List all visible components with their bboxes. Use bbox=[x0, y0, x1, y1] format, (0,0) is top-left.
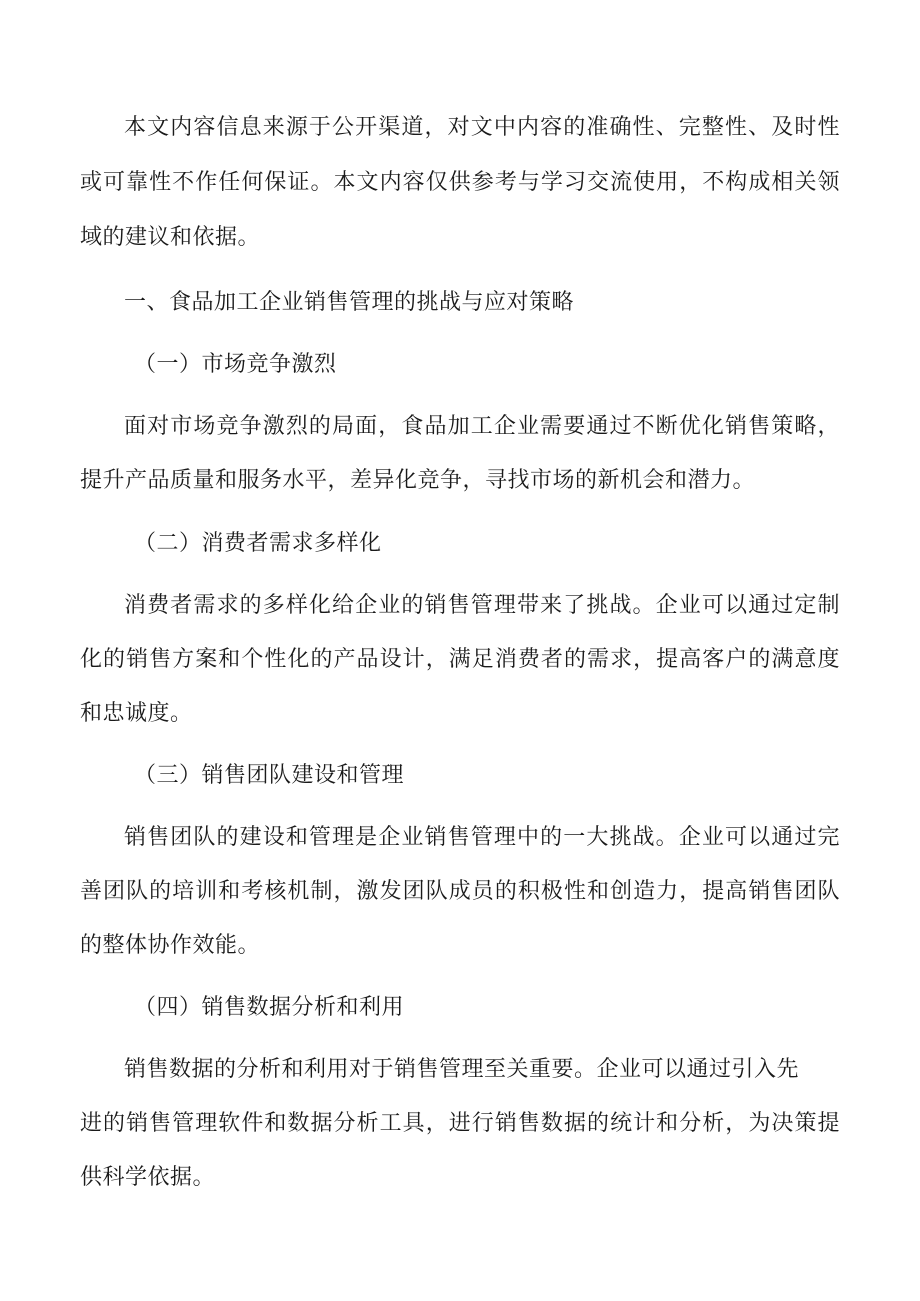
subsection-heading: （四）销售数据分析和利用 bbox=[134, 995, 405, 1020]
subsection-heading: （二）消费者需求多样化 bbox=[134, 531, 382, 556]
section-title: 一、食品加工企业销售管理的挑战与应对策略 bbox=[124, 290, 575, 315]
paragraph-line: 进的销售管理软件和数据分析工具，进行销售数据的统计和分析，为决策提 bbox=[80, 1111, 840, 1136]
paragraph-line: 化的销售方案和个性化的产品设计，满足消费者的需求，提高客户的满意度 bbox=[80, 647, 840, 672]
subsection-heading: （三）销售团队建设和管理 bbox=[134, 763, 405, 788]
disclaimer-line: 或可靠性不作任何保证。本文内容仅供参考与学习交流使用，不构成相关领 bbox=[80, 170, 840, 195]
paragraph-line: 提升产品质量和服务水平，差异化竞争，寻找市场的新机会和潜力。 bbox=[80, 468, 756, 493]
paragraph-line: 消费者需求的多样化给企业的销售管理带来了挑战。企业可以通过定制 bbox=[124, 593, 840, 618]
paragraph-line: 的整体协作效能。 bbox=[80, 933, 261, 958]
paragraph-line: 销售团队的建设和管理是企业销售管理中的一大挑战。企业可以通过完 bbox=[124, 825, 840, 850]
disclaimer-line: 域的建议和依据。 bbox=[80, 225, 261, 250]
subsection-heading: （一）市场竞争激烈 bbox=[134, 352, 337, 377]
paragraph-line: 销售数据的分析和利用对于销售管理至关重要。企业可以通过引入先 bbox=[124, 1057, 800, 1082]
disclaimer-line: 本文内容信息来源于公开渠道，对文中内容的准确性、完整性、及时性 bbox=[124, 115, 840, 140]
paragraph-line: 面对市场竞争激烈的局面，食品加工企业需要通过不断优化销售策略， bbox=[124, 414, 840, 439]
paragraph-line: 善团队的培训和考核机制，激发团队成员的积极性和创造力，提高销售团队 bbox=[80, 879, 840, 904]
paragraph-line: 供科学依据。 bbox=[80, 1165, 216, 1190]
paragraph-line: 和忠诚度。 bbox=[80, 701, 193, 726]
